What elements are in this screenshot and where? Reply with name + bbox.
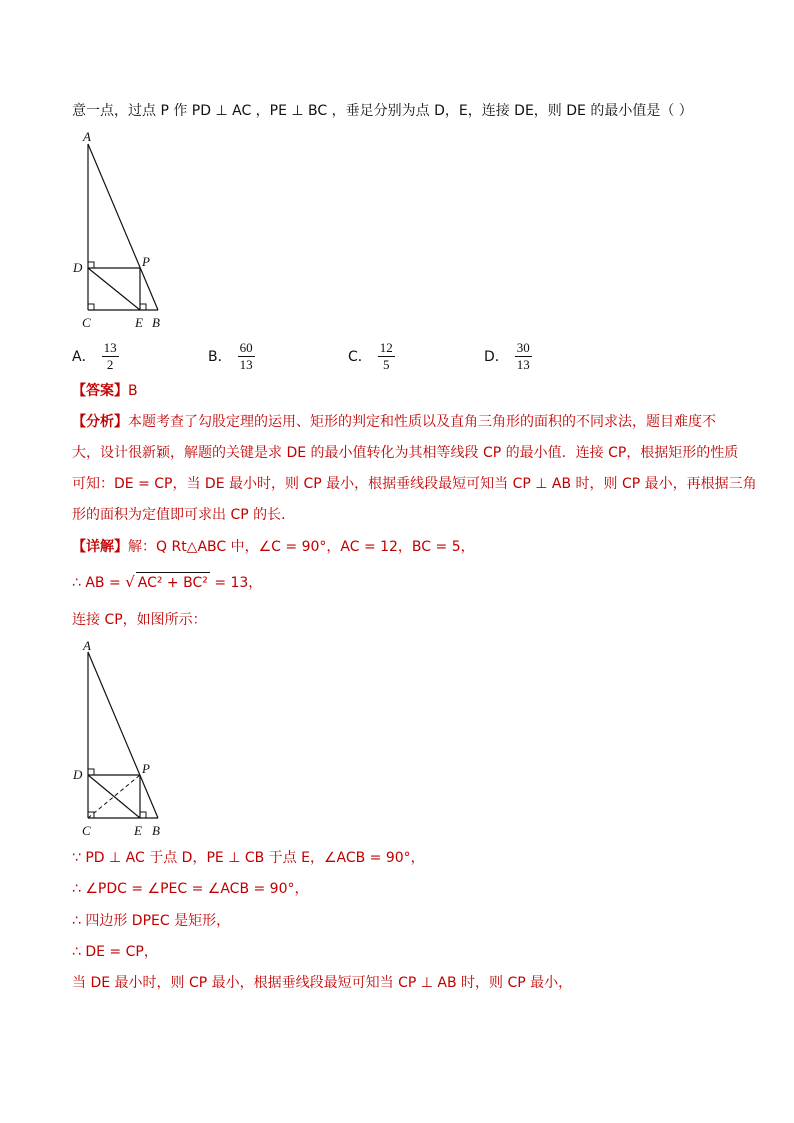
label-c-2: C	[82, 823, 91, 838]
detail-line-8: 当 DE 最小时，则 CP 最小，根据垂线段最短可知当 CP ⊥ AB 时，则 CP 最小，	[72, 975, 573, 991]
side-ab	[88, 144, 158, 310]
label-p: P	[142, 254, 150, 269]
detail-ab-suffix: = 13，	[214, 575, 263, 591]
analysis-tag: 【分析】	[72, 414, 128, 430]
answer-tag: 【答案】	[72, 383, 128, 399]
option-d-fraction: $\frac{30}{13}$	[516, 339, 530, 372]
detail-line-7: ∴ DE = CP，	[72, 944, 158, 960]
triangle-figure-2	[72, 638, 172, 838]
segment-de	[88, 268, 140, 310]
label-c: C	[82, 315, 91, 330]
option-c-fraction: $\frac{12}{5}$	[379, 339, 393, 372]
right-angle-c	[88, 304, 94, 310]
triangle-figure-1	[72, 128, 172, 332]
label-a-2: A	[83, 638, 91, 653]
option-b-label: B．	[208, 349, 232, 365]
detail-sqrt-radicand: AC² + BC²	[136, 572, 210, 593]
detail-line-6: ∴ 四边形 DPEC 是矩形，	[72, 913, 231, 929]
option-c-label: C．	[348, 349, 372, 365]
right-angle-e-2	[140, 812, 146, 818]
option-b-fraction: $\frac{60}{13}$	[239, 339, 253, 372]
analysis-line-2: 大，设计很新颖，解题的关键是求 DE 的最小值转化为其相等线段 CP 的最小值．连接 CP，根据矩形的性质	[72, 445, 739, 461]
detail-text-1: 解：Q Rt△ABC 中，∠C = 90°，AC = 12，BC = 5，	[128, 539, 475, 555]
label-e: E	[135, 315, 143, 330]
label-e-2: E	[134, 823, 142, 838]
option-d[interactable]	[484, 336, 532, 376]
label-d-2: D	[73, 767, 83, 782]
option-a-label: A．	[72, 349, 96, 365]
side-ab-2	[88, 652, 158, 818]
label-b-2: B	[152, 823, 160, 838]
right-angle-d	[88, 262, 94, 268]
detail-line-5: ∴ ∠PDC = ∠PEC = ∠ACB = 90°，	[72, 881, 309, 897]
label-d: D	[73, 260, 83, 275]
analysis-text-1: 本题考查了勾股定理的运用、矩形的判定和性质以及直角三角形的面积的不同求法，题目难度不	[128, 414, 716, 430]
answer-line	[72, 381, 138, 401]
detail-line-2: ∴ AB = √ AC² + BC² = 13，	[72, 573, 263, 591]
detail-line-4: ∵ PD ⊥ AC 于点 D，PE ⊥ CB 于点 E，∠ACB = 90°，	[72, 850, 425, 866]
option-a[interactable]	[72, 336, 119, 376]
option-c[interactable]	[348, 336, 395, 376]
answer-value: B	[128, 383, 138, 399]
option-b[interactable]	[208, 336, 255, 376]
question-stem: 意一点，过点 P 作 PD ⊥ AC ，PE ⊥ BC ，垂足分别为点 D，E，连接 DE，则 DE 的最小值是（ ）	[72, 103, 693, 119]
label-p-2: P	[142, 761, 150, 776]
detail-ab-prefix: ∴ AB =	[72, 575, 121, 591]
detail-line-1	[72, 537, 475, 557]
option-d-label: D．	[484, 349, 509, 365]
right-angle-d-2	[88, 769, 94, 775]
detail-tag: 【详解】	[72, 539, 128, 555]
answer-options	[72, 336, 552, 376]
label-b: B	[152, 315, 160, 330]
right-angle-e	[140, 304, 146, 310]
label-a: A	[83, 129, 91, 144]
analysis-line-1	[72, 412, 716, 432]
option-a-fraction: $\frac{13}{2}$	[103, 339, 117, 372]
analysis-line-3: 可知：DE = CP，当 DE 最小时，则 CP 最小，根据垂线段最短可知当 CP ⊥ AB 时，则 CP 最小，再根据三角	[72, 476, 757, 492]
detail-line-3: 连接 CP，如图所示：	[72, 612, 207, 628]
analysis-line-4: 形的面积为定值即可求出 CP 的长．	[72, 507, 296, 523]
